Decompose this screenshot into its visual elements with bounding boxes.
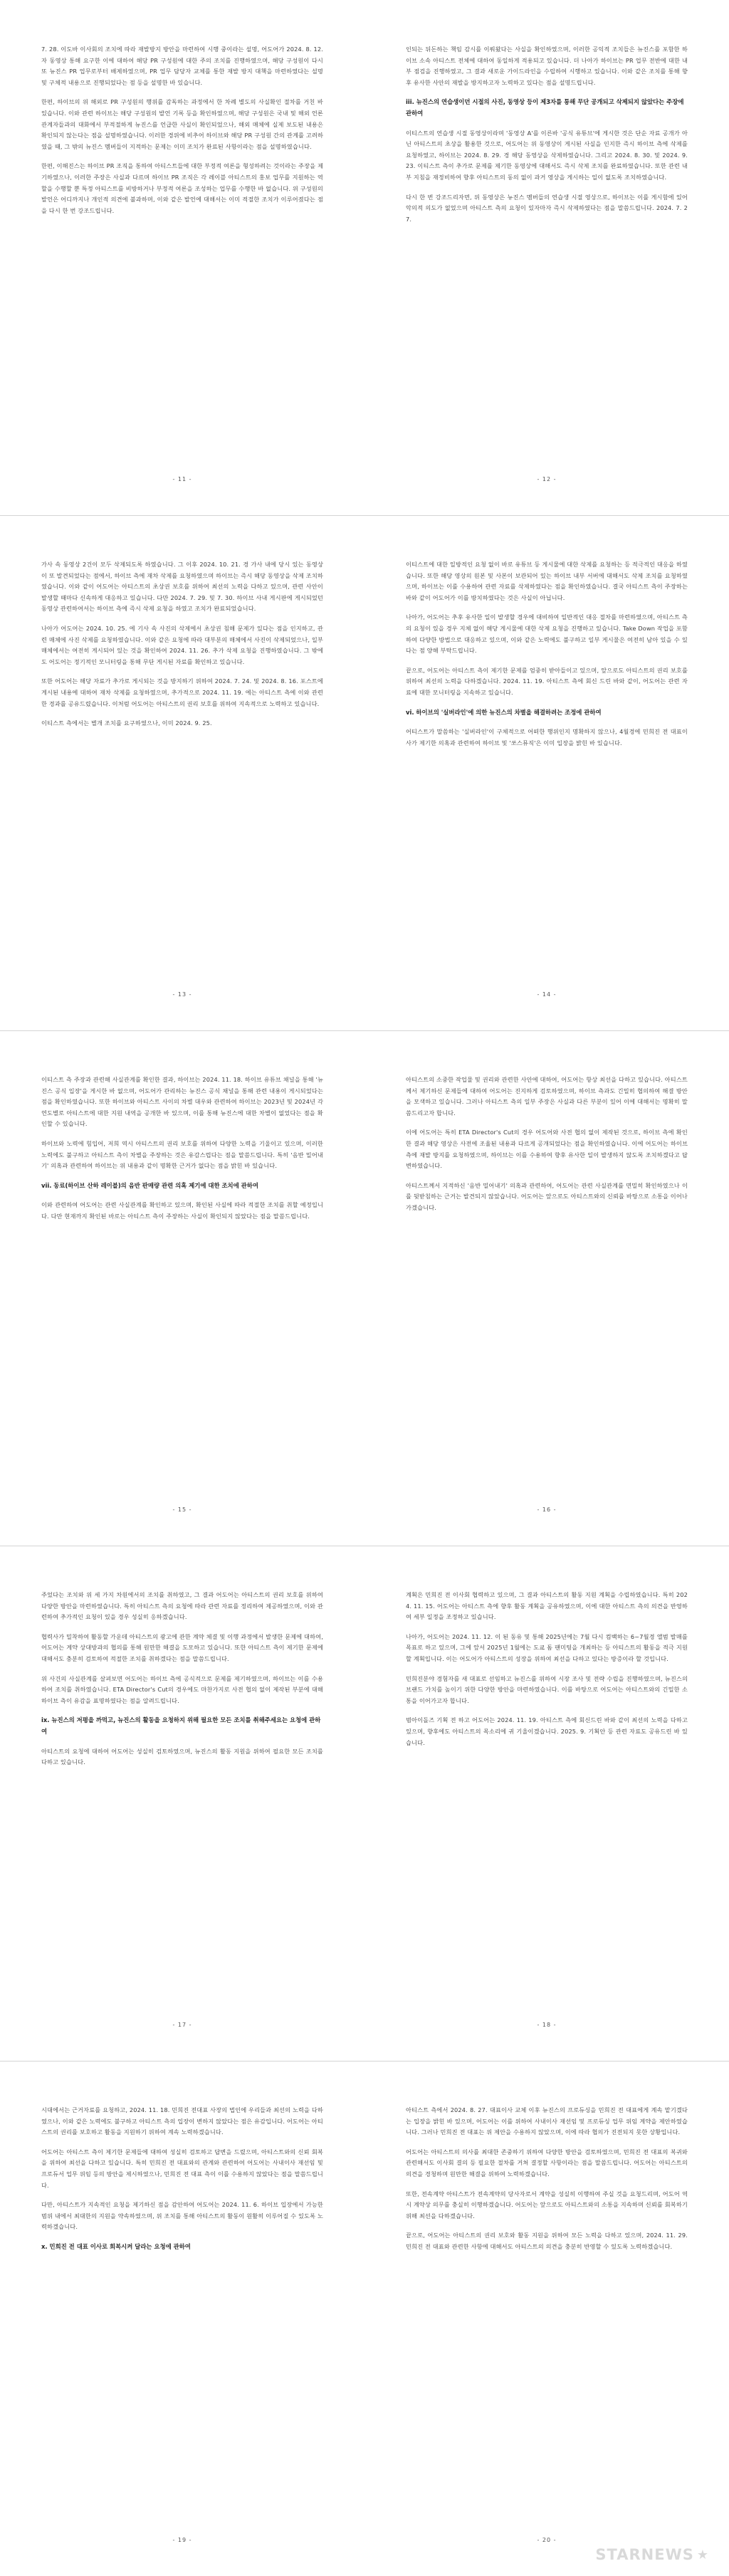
body-paragraph: 또한 어도어는 해당 자료가 추가로 게시되는 것을 방지하기 위하여 2024. 7. 24. 및 2024. 8. 16. 포스트에 게시된 내용에 대하여 재차 삭제를 요청하였으며, 추가적으로 2024. 11. 19. 에는 아티스트 측에 이와 관련한 경과를 공유드렸습니다. 이처럼 어도어는 아티스트의 권리 보호를 위하여 지속적으로 노력하고 있습니다. [41, 677, 323, 707]
page-number: - 17 - [172, 2022, 192, 2028]
page-separator [0, 515, 729, 516]
star-icon: ★ [696, 2547, 709, 2562]
document-page [364, 515, 729, 1030]
page-number: - 19 - [172, 2537, 192, 2543]
page-number: - 13 - [172, 991, 192, 998]
body-paragraph: 어도어는 아티스트 측이 제기한 문제들에 대하여 성실히 검토하고 답변을 드렸으며, 아티스트와의 신뢰 회복을 위하여 최선을 다하고 있습니다. 특히 민희진 전 대표와의 관계와 관련하여 어도어는 사내이사 재선임 및 프로듀서 업무 위임 등의 방안을 제시하였으나, 민희진 전 대표 측이 이를 수용하지 않았다는 점을 말씀드립니다. [41, 2148, 323, 2189]
body-paragraph: 이티스트 측 주장과 관련해 사실관계를 확인한 결과, 하이브는 2024. 11. 18. 하이브 유튜브 채널을 통해 '뉴진스 공식 입장'을 게시한 바 없으며, 어도어가 관리하는 뉴진스 공식 채널을 통해 관련 내용이 게시되었다는 점을 확인하였습니다. 또한 하이브와 아티스트 사이의 차별 대우와 관련하여 하이브는 2023년 및 2024년 각 연도별로 아티스트에 대한 지원 내역을 공개한 바 있으며, 이를 통해 뉴진스에 대한 차별이 없었다는 점을 확인할 수 있습니다. [41, 1076, 323, 1128]
body-paragraph: 위 사건의 사실관계를 살펴보면 어도어는 하이브 측에 공식적으로 문제를 제기하였으며, 하이브는 이를 수용하여 조치를 취하였습니다. ETA Director's Cut의 경우에도 마찬가지로 사전 협의 없이 제작된 부분에 대해 하이브 측이 유감을 표명하였다는 점을 알려드립니다. [41, 1674, 323, 1704]
body-paragraph: 또한, 전속계약 아티스트가 전속계약의 당사자로서 계약을 성실히 이행하여 주실 것을 요청드리며, 어도어 역시 계약상 의무를 충실히 이행하겠습니다. 어도어는 앞으로도 아티스트와의 소통을 지속하며 신뢰를 회복하기 위해 최선을 다하겠습니다. [406, 2190, 688, 2219]
document-page [0, 1030, 364, 1546]
body-paragraph: 한편, 이해진스는 하이브 PR 조직을 통하여 아티스트들에 대한 부정적 여론을 형성하려는 것이라는 주장을 제기하였으나, 이러한 주장은 사실과 다르며 하이브 PR 조직은 각 레이블 아티스트의 홍보 업무를 지원하는 역할을 수행할 뿐 특정 아티스트를 비방하거나 부정적 여론을 조성하는 업무를 수행한 바 없습니다. 위 구성원의 발언은 어디까지나 개인적 의견에 불과하며, 이와 같은 발언에 대해서는 이미 적절한 조치가 이루어졌다는 점을 다시 한 번 강조드립니다. [41, 162, 324, 214]
document-page [364, 1546, 729, 2061]
section-heading: vi. 하이브의 '실버라인'에 의한 뉴진스의 차별을 해결하려는 조정에 관하여 [406, 708, 602, 716]
section-heading: ix. 뉴진스의 저평을 까먹고, 뉴진스의 활동을 요청하지 위해 필요한 모든 조치를 취해주세요는 요청에 관하여 [41, 1716, 321, 1735]
body-paragraph: 나아가, 어도어는 추후 유사한 일이 발생할 경우에 대비하여 일반적인 대응 절차를 마련하였으며, 아티스트 측의 요청이 있을 경우 지체 없이 해당 게시물에 대한 삭제 요청을 진행하고 있습니다. Take Down 작업을 포함하여 다양한 방법으로 대응하고 있으며, 이와 같은 노력에도 불구하고 일부 게시물은 여전히 남아 있을 수 있다는 점 양해 부탁드립니다. [406, 613, 688, 655]
body-paragraph: 협력사가 밀착하여 활동할 가운데 아티스트의 광고에 관한 계약 체결 및 이행 과정에서 발생한 문제에 대하여, 어도어는 계약 상대방과의 협의를 통해 원만한 해결을 도모하고 있습니다. 또한 아티스트 측이 제기한 문제에 대해서도 충분히 검토하여 적절한 조치를 취하겠다는 점을 말씀드립니다. [41, 1632, 323, 1662]
body-paragraph: 민희진분야 경험자를 새 대표로 선임하고 뉴진스를 위하여 시장 조사 및 전략 수립을 진행하였으며, 뉴진스의 브랜드 가치를 높이기 위한 다양한 방안을 마련하였습니다. 이를 바탕으로 어도어는 아티스트와의 긴밀한 소통을 이어가고자 합니다. [406, 1674, 688, 1704]
body-paragraph: 이티스트에 대한 일방적인 요청 없이 바로 유튜브 등 게시물에 대한 삭제를 요청하는 등 적극적인 대응을 하였습니다. 또한 해당 영상의 원본 및 사본이 보관되어 있는 하이브 내부 서버에 대해서도 삭제 조치를 요청하였으며, 하이브는 이를 수용하여 관련 자료를 삭제하였다는 점을 확인하였습니다. 결국 아티스트 측이 주장하는 바와 같이 어도어가 이를 방치하였다는 것은 사실이 아닙니다. [406, 561, 688, 601]
body-paragraph: 한편, 하이브의 위 해외로 PR 구성원의 행위를 감독하는 과정에서 한 차례 별도의 사실확인 절차를 거친 바 있습니다. 이와 관련 하이브는 해당 구성원의 발언 기록 등을 확인하였으며, 해당 구성원은 국내 및 해외 언론 관계자들과의 대화에서 부적절하게 뉴진스를 언급한 사실이 확인되었으나, 해외 매체에 실제 보도된 내용은 확인되지 않는다는 점을 설명하였습니다. 이러한 경위에 비추어 하이브와 해당 PR 구성원 간의 관계를 고려하였을 때, 그 밖의 뉴진스 멤버들이 지적하는 문제는 이미 조치가 완료된 사항이라는 점을 설명하였습니다. [41, 98, 324, 150]
document-page [0, 0, 364, 515]
body-paragraph: 아티스트 측에서 2024. 8. 27. 대표이사 교체 이후 뉴진스의 프로듀싱을 민희진 전 대표에게 계속 맡기겠다는 입장을 밝힌 바 있으며, 어도어는 이를 위하여 사내이사 재선임 및 프로듀싱 업무 위임 계약을 제안하였습니다. 그러나 민희진 전 대표는 위 제안을 수용하지 않았으며, 이에 따라 협의가 진전되지 못한 상황입니다. [406, 2106, 688, 2136]
body-paragraph: 이에 어도어는 특히 ETA Director's Cut의 경우 어도어와 사전 협의 없이 제작된 것으로, 하이브 측에 확인한 결과 해당 영상은 사전에 조율된 내용과 다르게 공개되었다는 점을 확인하였습니다. 이에 어도어는 하이브 측에 재발 방지를 요청하였으며, 하이브는 이를 수용하여 향후 유사한 일이 발생하지 않도록 조치하겠다고 답변하였습니다. [406, 1129, 688, 1170]
body-paragraph: 계획은 민희진 전 이사회 협력하고 있으며, 그 결과 아티스트의 활동 지원 계획을 수립하였습니다. 특히 2024. 11. 15. 어도어는 아티스트 측에 향후 활동 계획을 공유하였으며, 이에 대한 아티스트 측의 의견을 반영하여 세부 일정을 조정하고 있습니다. [406, 1591, 688, 1621]
section-heading: x. 민희진 전 대표 이사로 회복시켜 달라는 요청에 관하여 [41, 2242, 191, 2250]
body-paragraph: 인되는 뒤돈하는 책임 감시를 이뤄왔다는 사실을 확인하였으며, 이러한 공익적 조치들은 뉴진스를 포함한 하이브 소속 아티스트 전체에 대하여 동일하게 적용되고 있습니다. 더 나아가 하이브는 PR 업무 전반에 대한 내부 점검을 진행하였고, 그 결과 새로운 가이드라인을 수립하여 시행하고 있습니다. 이와 같은 조치를 통해 향후 유사한 사안의 재발을 방지하고자 노력하고 있다는 점을 설명드립니다. [406, 46, 688, 86]
watermark [595, 2546, 709, 2563]
body-paragraph: 아티스트께서 지적하신 '음반 밀어내기' 의혹과 관련하여, 어도어는 관련 사실관계를 면밀히 확인하였으나 이를 뒷받침하는 근거는 발견되지 않았습니다. 어도어는 앞으로도 아티스트와의 신뢰를 바탕으로 소통을 이어나가겠습니다. [406, 1181, 688, 1211]
body-paragraph: 이티스트 측에서는 별개 조치를 요구하였으나, 이미 2024. 9. 25. [41, 719, 212, 727]
body-paragraph: 어도어는 아티스트의 의사를 최대한 존중하기 위하여 다양한 방안을 검토하였으며, 민희진 전 대표의 복귀와 관련해서도 이사회 결의 등 필요한 절차를 거쳐 결정할 사항이라는 점을 말씀드립니다. 어도어는 아티스트의 의견을 경청하며 원만한 해결을 위하여 노력하겠습니다. [406, 2148, 688, 2178]
body-paragraph: 나아가, 어도어는 2024. 11. 12. 이 된 동유 및 통해 2025년에는 7월 다시 컴백하는 6~7월경 앨범 발매를 목표로 하고 있으며, 그에 앞서 2025년 1월에는 도쿄 돔 팬미팅을 개최하는 등 아티스트의 활동을 적극 지원할 계획입니다. 이는 어도어가 아티스트의 성장을 위하여 최선을 다하고 있다는 방증이라 할 것입니다. [406, 1632, 688, 1662]
body-paragraph: 시대에서는 근거자료를 요청하고, 2024. 11. 18. 민희진 전대표 사장의 법인에 우리들과 최선의 노력을 다하였으나, 이와 같은 노력에도 불구하고 아티스트 측의 입장이 변하지 않았다는 점은 유감입니다. 어도어는 아티스트의 권리를 보호하고 활동을 지원하기 위하여 계속 노력하겠습니다. [41, 2106, 323, 2136]
body-paragraph: 끝으로, 어도어는 아티스트의 권리 보호와 활동 지원을 위하여 모든 노력을 다하고 있으며, 2024. 11. 29. 민희진 전 대표와 관련한 사항에 대해서도 아티스트의 의견을 충분히 반영할 수 있도록 노력하겠습니다. [406, 2232, 688, 2250]
body-paragraph: 7. 28. 이도바 이사회의 조치에 따라 재발방지 방안을 마련하여 시행 중이라는 설명, 어도어가 2024. 8. 12.자 동영상 통해 요구한 이에 대하여 해당 PR 구성원에 대한 주의 조치를 진행하였으며, 해당 구성원이 다시 또 뉴진스 PR 업무로부터 배제하였으며, PR 업무 담당자 교체를 통한 재발 방지 대책을 마련하였다는 설명 및 구체적 내용으로 진행되었다는 점 등을 설명한 바 있습니다. [41, 46, 323, 86]
page-number: - 14 - [537, 991, 557, 998]
page-separator [0, 1030, 729, 1031]
watermark-text: STARNEWS [595, 2546, 694, 2563]
page-number: - 18 - [537, 2022, 557, 2028]
body-paragraph: 이티스트의 연습생 시절 동영상이라며 '동영상 A'를 이른바 '공식 유튜브'에 게시한 것은 단순 자료 공개가 아닌 아티스트의 초상을 활용한 것으로, 어도어는 위 동영상이 게시된 사실을 인지한 즉시 하이브 측에 삭제를 요청하였고, 하이브는 2024. 8. 29. 경 해당 동영상을 삭제하였습니다. 그리고 2024. 8. 30. 및 2024. 9. 23. 이티스트 측이 추가로 문제를 제기한 동영상에 대해서도 즉시 삭제 조치를 완료하였습니다. 또한 관련 내부 지침을 재정비하여 향후 아티스트의 동의 없이 과거 영상을 게시하는 일이 없도록 조치하였습니다. [406, 129, 688, 181]
page-number: - 11 - [172, 476, 192, 482]
body-paragraph: 범아이돌즈 기획 전 하고 어도어는 2024. 11. 19. 아티스트 측에 회신드린 바와 같이 최선의 노력을 다하고 있으며, 향후에도 아티스트의 목소리에 귀 기울이겠습니다. 2025. 9. 기획안 등 관련 자료도 공유드린 바 있습니다. [406, 1716, 688, 1746]
body-paragraph: 어티스트가 말씀하는 '실버라인'이 구체적으로 어떠한 행위인지 명확하지 않으나, 4월경에 민희진 전 대표이사가 제기한 의혹과 관련하여 하이브 및 '쏘스뮤직'은 이미 입장을 밝힌 바 있습니다. [406, 728, 688, 746]
body-paragraph: 가사 속 동영상 2건이 모두 삭제되도록 하였습니다. 그 이후 2024. 10. 21. 경 가사 내에 당시 있는 동영상이 또 발견되었다는 점에서, 하이브 측에 재차 삭제를 요청하였으며 하이브는 즉시 해당 동영상을 삭제 조치하였습니다. 이와 같이 어도어는 아티스트의 초상권 보호를 위하여 최선의 노력을 다하고 있으며, 관련 사안이 발생할 때마다 신속하게 대응하고 있습니다. 다만 2024. 7. 29. 및 7. 30. 하이브 사내 게시판에 게시되었던 동영상 관련하여서는 하이브 측에 즉시 삭제 요청을 하였고 조치가 완료되었습니다. [41, 561, 323, 613]
document-page [0, 515, 364, 1030]
document-page [364, 1030, 729, 1546]
document-page [0, 1546, 364, 2061]
body-paragraph: 다시 한 번 강조드리자면, 위 동영상은 뉴진스 멤버들의 연습생 시절 영상으로, 하이브는 이를 게시함에 있어 악의적 의도가 없었으며 아티스트 측의 요청이 있자마자 즉시 삭제하였다는 점을 말씀드립니다. 2024. 7. 27. [406, 193, 688, 223]
body-paragraph: 아티스트의 요청에 대하여 어도어는 성실히 검토하였으며, 뉴진스의 활동 지원을 위하여 필요한 모든 조치를 다하고 있습니다. [41, 1747, 323, 1766]
page-number: - 16 - [537, 1506, 557, 1513]
body-paragraph: 아티스트의 소중한 작업물 및 권리와 관련한 사안에 대하여, 어도어는 항상 최선을 다하고 있습니다. 아티스트께서 제기하신 문제들에 대하여 어도어는 진지하게 검토하였으며, 하이브 측과도 긴밀히 협의하여 해결 방안을 모색하고 있습니다. 그러나 아티스트 측의 일부 주장은 사실과 다른 부분이 있어 이에 대해서는 명확히 말씀드리고자 합니다. [406, 1076, 688, 1117]
body-paragraph: 하이브와 노력에 힘입어, 저희 역시 아티스트의 권리 보호를 위하여 다양한 노력을 기울이고 있으며, 이러한 노력에도 불구하고 아티스트 측이 차별을 주장하는 것은 유감스럽다는 점을 말씀드립니다. 특히 '음반 밀어내기' 의혹과 관련하여 하이브는 위 내용과 같이 명확한 근거가 없다는 점을 밝힌 바 있습니다. [41, 1139, 323, 1170]
document-page [364, 2061, 729, 2576]
section-heading: iii. 뉴진스의 연습생이던 시절의 사진, 동영상 등이 제3자를 통해 무단 공개되고 삭제되지 않았다는 주장에 관하여 [406, 98, 684, 117]
body-paragraph: 끝으로, 어도어는 아티스트 측이 제기한 문제를 엄중히 받아들이고 있으며, 앞으로도 아티스트의 권리 보호를 위하여 최선의 노력을 다하겠습니다. 2024. 11. 19. 아티스트 측에 회신 드린 바와 같이, 어도어는 관련 자료에 대한 모니터링을 지속하고 있습니다. [406, 666, 688, 696]
section-heading: vii. 동료(하이브 산하 레이블)의 음반 판매량 관련 의혹 제기에 대한 조치에 관하여 [41, 1181, 258, 1189]
page-number: - 20 - [537, 2537, 557, 2543]
body-paragraph: 주었다는 조치와 위 세 가지 차원에서의 조치를 취하였고, 그 결과 어도어는 아티스트의 권리 보호를 위하여 다양한 방안을 마련하였습니다. 특히 아티스트 측의 요청에 따라 관련 자료를 정리하여 제공하였으며, 이와 관련하여 추가적인 요청이 있을 경우 성실히 응하겠습니다. [41, 1591, 323, 1621]
body-paragraph: 이와 관련하여 어도어는 관련 사실관계를 확인하고 있으며, 확인된 사실에 따라 적절한 조치를 취할 예정입니다. 다만 현재까지 확인된 바로는 아티스트 측이 주장하는 사실이 확인되지 않았다는 점을 말씀드립니다. [41, 1201, 323, 1220]
page-number: - 12 - [537, 476, 557, 482]
document-page [364, 0, 729, 515]
document-page [0, 2061, 364, 2576]
page-number: - 15 - [172, 1506, 192, 1513]
page-separator [0, 2061, 729, 2062]
body-paragraph: 다만, 아티스트가 지속적인 요청을 제기하신 점을 감안하여 어도어는 2024. 11. 6. 하이브 입장에서 가능한 범위 내에서 최대한의 지원을 약속하였으며, 위 조치를 통해 아티스트의 활동이 원활히 이루어질 수 있도록 노력하겠습니다. [41, 2201, 323, 2231]
body-paragraph: 나아가 어도어는 2024. 10. 25. 에 기사 속 사진의 삭제에서 초상권 침해 문제가 있다는 점을 인지하고, 관련 매체에 사진 삭제를 요청하였습니다. 이와 같은 요청에 따라 대부분의 매체에서 사진이 삭제되었으나, 일부 매체에서는 여전히 게시되어 있는 것을 확인하여 2024. 11. 26. 추가 삭제 요청을 진행하였습니다. 그 밖에도 어도어는 정기적인 모니터링을 통해 무단 게시된 자료를 확인하고 있습니다. [41, 624, 323, 665]
